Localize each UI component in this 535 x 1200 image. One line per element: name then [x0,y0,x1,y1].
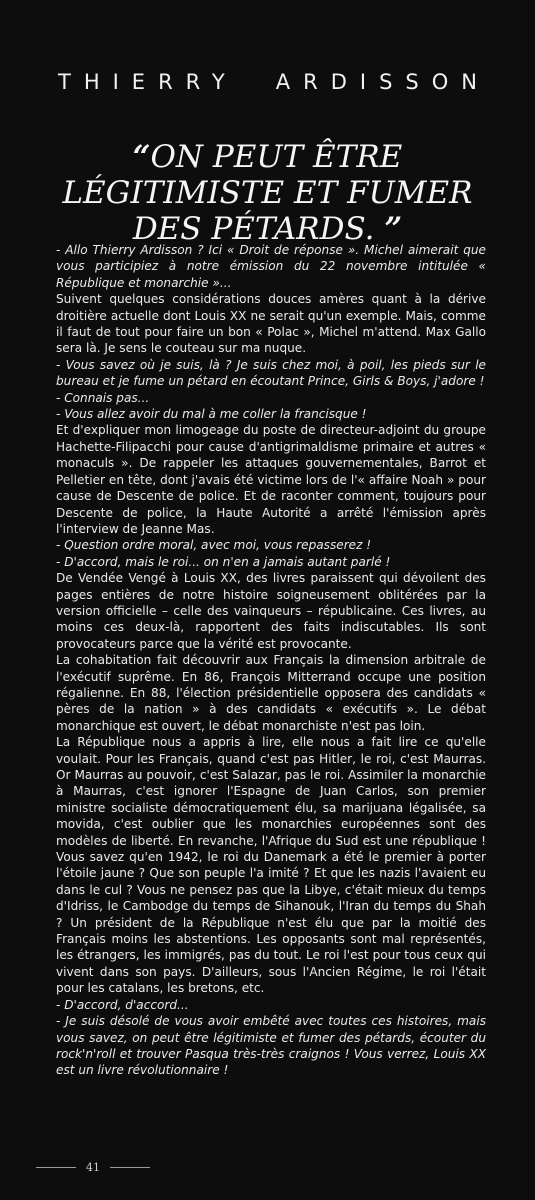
body-paragraph: Suivent quelques considérations douces amères quant à la dérive droitière actuelle dont Louis XX ne serait qu'un exemple. Mais, comme il faut de tout pour faire un bon « Polac », Michel m'attend. Max Gallo sera là. Je sens le couteau sur ma nuque. [56,292,486,356]
body-paragraph: La cohabitation fait découvrir aux Français la dimension arbitrale de l'exécutif suprême. En 86, François Mitterrand occupe une position régalienne. En 88, l'élection présidentielle opposera des candidats « pères de la nation » à des candidats « exécutifs ». Le débat monarchique est ouvert, le débat monarchiste n'est pas loin. [56,653,486,733]
dialogue-line: - Je suis désolé de vous avoir embêté avec toutes ces histoires, mais vous savez, on peut être légitimiste et fumer des pétards, écouter du rock'n'roll et trouver Pasqua très-très craignos ! Vous verrez, Louis XX est un livre révolutionnaire ! [56,1014,486,1078]
page-folio [36,1161,150,1174]
dialogue-line: - D'accord, mais le roi... on n'en a jamais autant parlé ! [56,554,391,569]
dialogue-line: - Vous allez avoir du mal à me coller la francisque ! [56,407,367,422]
article-body [56,242,486,1079]
opening-quote-mark: “ [132,138,151,175]
author-name [0,70,535,94]
body-paragraph: Et d'expliquer mon limogeage du poste de directeur-adjoint du groupe Hachette-Filipacchi pour cause d'antigrimaldisme primaire et autres « monaculs ». De rappeler les attaques gouvernementales, Barrot et Pelletier en tête, dont j'avais été victime lors de l'« affaire Noah » pour cause de Descente de police. Et de raconter comment, toujours pour Descente de police, la Haute Autorité a arrêté l'émission après l'interview de Jeanne Mas. [56,423,486,536]
dialogue-line: - D'accord, d'accord... [56,997,189,1012]
dialogue-line: - Vous savez où je suis, là ? Je suis chez moi, à poil, les pieds sur le bureau et je fume un pétard en écoutant Prince, Girls & Boys, j'adore ! [56,357,486,389]
folio-rule-left [36,1167,76,1168]
author-first-name: THIERRY [58,70,238,94]
dialogue-line: - Allo Thierry Ardisson ? Ici « Droit de réponse ». Michel aimerait que vous participiez à notre émission du 22 novembre intitulée « République et monarchie »... [56,243,486,290]
dialogue-line: - Connais pas... [56,390,150,405]
author-last-name: ARDISSON [275,70,490,94]
folio-rule-right [110,1167,150,1168]
dialogue-line: - Question ordre moral, avec moi, vous repasserez ! [56,538,372,553]
headline [40,139,495,247]
page-number: 41 [86,1161,100,1174]
body-paragraph: La République nous a appris à lire, elle nous a fait lire ce qu'elle voulait. Pour les Français, quand c'est pas Hitler, le roi, c'est Maurras. Or Maurras au pouvoir, c'est Salazar, pas le roi. Assimiler la monarchie à Maurras, c'est ignorer l'Espagne de Juan Carlos, son premier ministre socialiste démocratiquement élu, sa marijuana légalisée, sa movida, c'est oublier que les monarchies européennes sont des modèles de liberté. En revanche, l'Afrique du Sud est une république ! Vous savez qu'en 1942, le roi du Danemark a été le premier à porter l'étoile jaune ? Que son peuple l'a imité ? Et que les nazis l'avaient eu dans le cul ? Vous ne pensez pas que la Libye, c'était mieux du temps d'Idriss, le Cambodge du temps de Sihanouk, l'Iran du temps du Shah ? Un président de la République n'est élu que par la moitié des Français moins les abstentions. Les opposants sont mal représentés, les étrangers, les immigrés, pas du tout. Le roi l'est pour tous ceux qui vivent dans son pays. D'ailleurs, sous l'Ancien Régime, le roi l'était pour les catalans, les bretons, etc. [56,735,486,996]
closing-quote-mark: ” [384,210,403,247]
headline-text: ON PEUT ÊTRE LÉGITIMISTE ET FUMER DES PÉTARDS. [62,138,473,247]
body-paragraph: De Vendée Vengé à Louis XX, des livres paraissent qui dévoilent des pages entières de notre histoire soigneusement oblitérées par la version officielle – celle des vainqueurs – républicaine. Ces livres, au moins ces deux-là, rapportent des faits indiscutables. Ils sont provocateurs parce que la vérité est provocante. [56,571,486,651]
